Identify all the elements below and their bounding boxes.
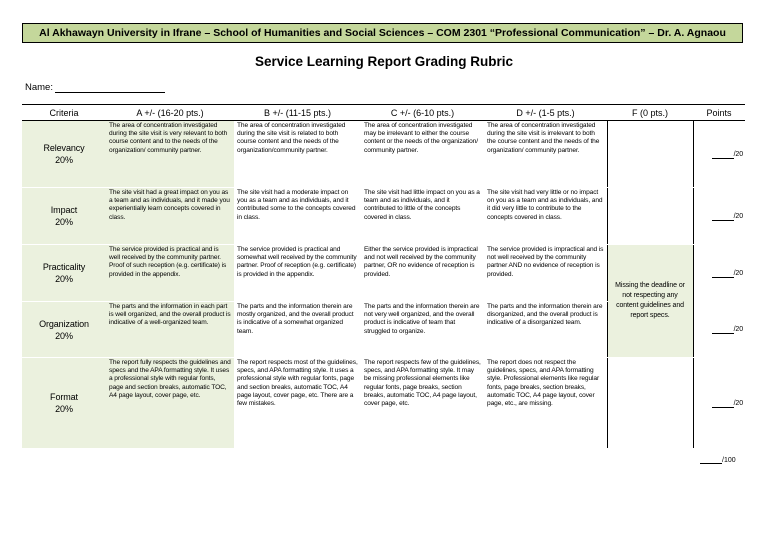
criterion-cell	[22, 302, 106, 358]
total-points	[700, 455, 736, 464]
points-cell	[693, 188, 745, 245]
criterion-weight: 20%	[55, 330, 73, 341]
grade-a-cell: The report fully respects the guidelines and specs and the APA formatting style. It uses a professional style with regular fonts, page and section breaks, automatic TOC, A4 page layout, cover page, etc.	[106, 358, 234, 449]
points-blank	[712, 399, 734, 408]
points-blank	[712, 212, 734, 221]
header-grade-d: D +/- (1-5 pts.)	[484, 105, 607, 121]
grade-a-cell: The site visit had a great impact on you as a team and as individuals, and it made you experientially learn concepts covered in class.	[106, 188, 234, 245]
criterion-weight: 20%	[55, 155, 73, 165]
criterion-weight: 20%	[55, 274, 73, 284]
grade-f-cell	[607, 188, 693, 245]
grade-b-cell: The site visit had a moderate impact on you as a team and as individuals, and it contributed some to the concepts covered in class.	[234, 188, 361, 245]
grade-c-cell: Either the service provided is impractical and not well received by the community partner, OR no evidence of reception is provided.	[361, 245, 484, 302]
grade-d-cell: The report does not respect the guidelines, specs, and APA formatting style. Professional elements like regular fonts, page breaks, section breaks, automatic TOC, A4 page layout, cover page, etc., are missing.	[484, 358, 607, 449]
name-label: Name:	[25, 82, 53, 93]
points-max: /20	[733, 150, 743, 158]
grade-c-cell: The site visit had little impact on you as a team and as individuals, and it contributed to little of the concepts covered in class.	[361, 188, 484, 245]
table-row	[22, 121, 745, 188]
total-max: /100	[722, 457, 736, 464]
grade-a-cell: The service provided is practical and is well received by the community partner. Proof of such reception (e.g. certificate) is provided in the appendix.	[106, 245, 234, 302]
name-blank-line	[55, 83, 165, 93]
criterion-name: Relevancy	[43, 143, 85, 153]
header-row	[22, 105, 745, 121]
header-points: Points	[693, 105, 745, 121]
total-blank	[700, 455, 722, 464]
grade-d-cell: The site visit had very little or no impact on you as a team and as individuals, and it did very little to contribute to the concepts covered in class.	[484, 188, 607, 245]
criterion-name: Format	[50, 392, 78, 402]
table-row	[22, 245, 745, 302]
criterion-name: Organization	[39, 318, 89, 329]
points-blank	[712, 269, 734, 278]
criterion-weight: 20%	[55, 404, 73, 414]
criterion-name: Practicality	[42, 262, 86, 272]
points-max: /20	[733, 325, 743, 333]
grade-b-cell: The service provided is practical and somewhat well received by the community partner. Proof of reception (e.g. certificate) is provided in the appendix.	[234, 245, 361, 302]
page-title: Service Learning Report Grading Rubric	[254, 54, 514, 69]
points-blank	[712, 325, 734, 334]
criterion-cell	[22, 188, 106, 245]
points-cell	[693, 358, 745, 449]
points-max: /20	[733, 399, 743, 407]
table-row	[22, 188, 745, 245]
criterion-cell	[22, 121, 106, 188]
header-grade-a: A +/- (16-20 pts.)	[106, 105, 234, 121]
grade-b-cell: The report respects most of the guidelines, specs, and APA formatting style. It uses a professional style with regular fonts, page and section breaks, automatic TOC, A4 page layout, cover page, etc. There are a few mistakes.	[234, 358, 361, 449]
grade-b-cell: The parts and the information therein are mostly organized, and the overall product is indicative of a somewhat organized team.	[234, 302, 361, 358]
grade-d-cell: The area of concentration investigated during the site visit is irrelevant to both the course content and the needs of the organization/ community partner.	[484, 121, 607, 188]
criterion-weight: 20%	[55, 217, 73, 227]
header-grade-b: B +/- (11-15 pts.)	[234, 105, 361, 121]
grade-d-cell: The parts and the information therein are disorganized, and the overall product is indicative of a disorganized team.	[484, 302, 607, 358]
grade-c-cell: The report respects few of the guidelines, specs, and APA formatting style. It may be missing professional elements like regular fonts, page breaks, section breaks, automatic TOC, A4 page layout, cover page, etc.	[361, 358, 484, 449]
grade-f-cell: Missing the deadline or not respecting any content guidelines and report specs.	[607, 245, 693, 358]
points-max: /20	[733, 269, 743, 277]
course-banner: Al Akhawayn University in Ifrane – School of Humanities and Social Sciences – COM 2301 “Professional Communication” – Dr. A. Agnaou	[22, 23, 743, 43]
header-grade-f: F (0 pts.)	[607, 105, 693, 121]
header-grade-c: C +/- (6-10 pts.)	[361, 105, 484, 121]
grade-f-cell	[607, 358, 693, 449]
grade-a-cell: The area of concentration investigated during the site visit is very relevant to both course content and to the needs of the organization/ community partner.	[106, 121, 234, 188]
header-criteria: Criteria	[22, 105, 106, 121]
grade-a-cell: The parts and the information in each part is well organized, and the overall product is indicative of a well-organized team.	[106, 302, 234, 358]
points-blank	[712, 150, 734, 159]
rubric-table	[22, 104, 745, 449]
criterion-name: Impact	[50, 205, 78, 215]
points-cell	[693, 302, 745, 358]
grade-d-cell: The service provided is impractical and is not well received by the community partner AND no evidence of reception is provided.	[484, 245, 607, 302]
grade-c-cell: The parts and the information therein are not very well organized, and the overall product is indicative of team that struggled to organize.	[361, 302, 484, 358]
table-row	[22, 358, 745, 449]
criterion-cell	[22, 358, 106, 449]
name-row	[25, 82, 165, 93]
points-max: /20	[733, 212, 743, 220]
points-cell	[693, 245, 745, 302]
grade-b-cell: The area of concentration investigated during the site visit is related to both course content and the needs of the organization/community partner.	[234, 121, 361, 188]
grade-f-cell	[607, 121, 693, 188]
criterion-cell	[22, 245, 106, 302]
grade-c-cell: The area of concentration investigated may be irrelevant to either the course content or the needs of the organization/ community partner.	[361, 121, 484, 188]
points-cell	[693, 121, 745, 188]
